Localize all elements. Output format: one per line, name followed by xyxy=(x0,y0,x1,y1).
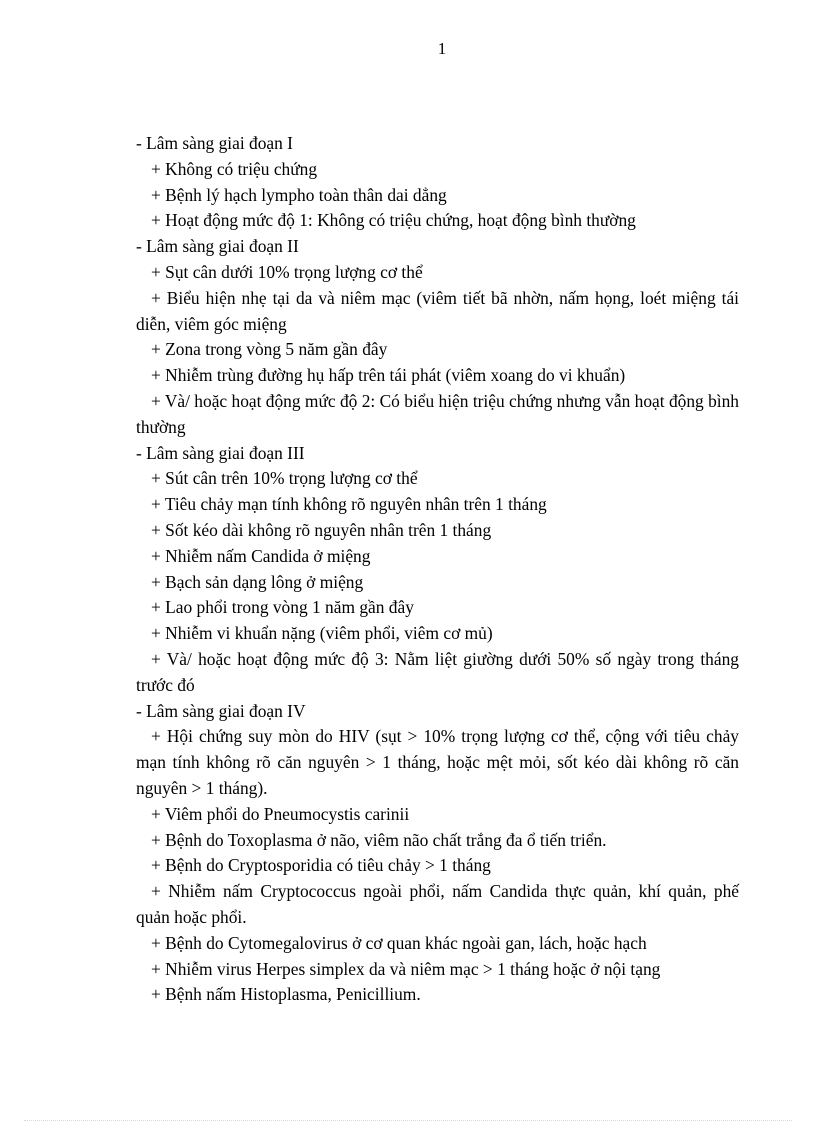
stage-heading: - Lâm sàng giai đoạn IV xyxy=(136,700,306,721)
list-item: + Hoạt động mức độ 1: Không có triệu chứng, hoạt động bình thường xyxy=(151,210,636,231)
list-item: + Bệnh do Toxoplasma ở não, viêm não chất trắng đa ổ tiến triển. xyxy=(151,829,607,850)
page-number: 1 xyxy=(437,39,447,58)
stage-heading: - Lâm sàng giai đoạn III xyxy=(136,442,305,463)
list-item: + Và/ hoặc hoạt động mức độ 2: Có biểu hiện triệu chứng nhưng vẫn hoạt động bình thường xyxy=(136,390,739,437)
list-item: + Lao phổi trong vòng 1 năm gần đây xyxy=(151,597,414,618)
list-item: + Bệnh do Cytomegalovirus ở cơ quan khác ngoài gan, lách, hoặc hạch xyxy=(151,932,647,953)
list-item: + Biểu hiện nhẹ tại da và niêm mạc (viêm tiết bã nhờn, nấm họng, loét miệng tái diễn, viêm góc miệng xyxy=(136,287,739,334)
list-item: + Nhiễm nấm Candida ở miệng xyxy=(151,545,371,566)
document-body xyxy=(136,131,739,1008)
list-item: + Viêm phổi do Pneumocystis carinii xyxy=(151,803,410,824)
list-item: + Và/ hoặc hoạt động mức độ 3: Nằm liệt giường dưới 50% số ngày trong tháng trước đó xyxy=(136,648,739,695)
list-item: + Nhiễm vi khuẩn nặng (viêm phổi, viêm cơ mủ) xyxy=(151,623,493,644)
list-item: + Hội chứng suy mòn do HIV (sụt > 10% trọng lượng cơ thể, cộng với tiêu chảy mạn tính không rõ căn nguyên > 1 tháng, hoặc mệt mỏi, sốt kéo dài không rõ căn nguyên > 1 tháng). xyxy=(136,726,739,798)
page-bottom-divider xyxy=(24,1120,792,1121)
list-item: + Nhiễm virus Herpes simplex da và niêm mạc > 1 tháng hoặc ở nội tạng xyxy=(151,958,661,979)
list-item: + Sút cân trên 10% trọng lượng cơ thể xyxy=(151,468,418,489)
list-item: + Sụt cân dưới 10% trọng lượng cơ thể xyxy=(151,261,423,282)
list-item: + Tiêu chảy mạn tính không rõ nguyên nhân trên 1 tháng xyxy=(151,494,547,515)
stage-heading: - Lâm sàng giai đoạn I xyxy=(136,133,293,153)
list-item: + Bệnh do Cryptosporidia có tiêu chảy > 1 tháng xyxy=(151,855,491,876)
list-item: + Không có triệu chứng xyxy=(151,158,318,179)
list-item: + Zona trong vòng 5 năm gần đây xyxy=(151,339,388,360)
list-item: + Bệnh nấm Histoplasma, Penicillium. xyxy=(151,984,421,1005)
list-item: + Nhiễm nấm Cryptococcus ngoài phổi, nấm Candida thực quản, khí quản, phế quản hoặc phổi. xyxy=(136,881,739,927)
list-item: + Sốt kéo dài không rõ nguyên nhân trên 1 tháng xyxy=(151,519,492,540)
list-item: + Nhiễm trùng đường hụ hấp trên tái phát (viêm xoang do vi khuẩn) xyxy=(151,365,626,386)
list-item: + Bạch sản dạng lông ở miệng xyxy=(151,571,364,592)
list-item: + Bệnh lý hạch lympho toàn thân dai dẳng xyxy=(151,184,447,205)
stage-heading: - Lâm sàng giai đoạn II xyxy=(136,236,299,257)
